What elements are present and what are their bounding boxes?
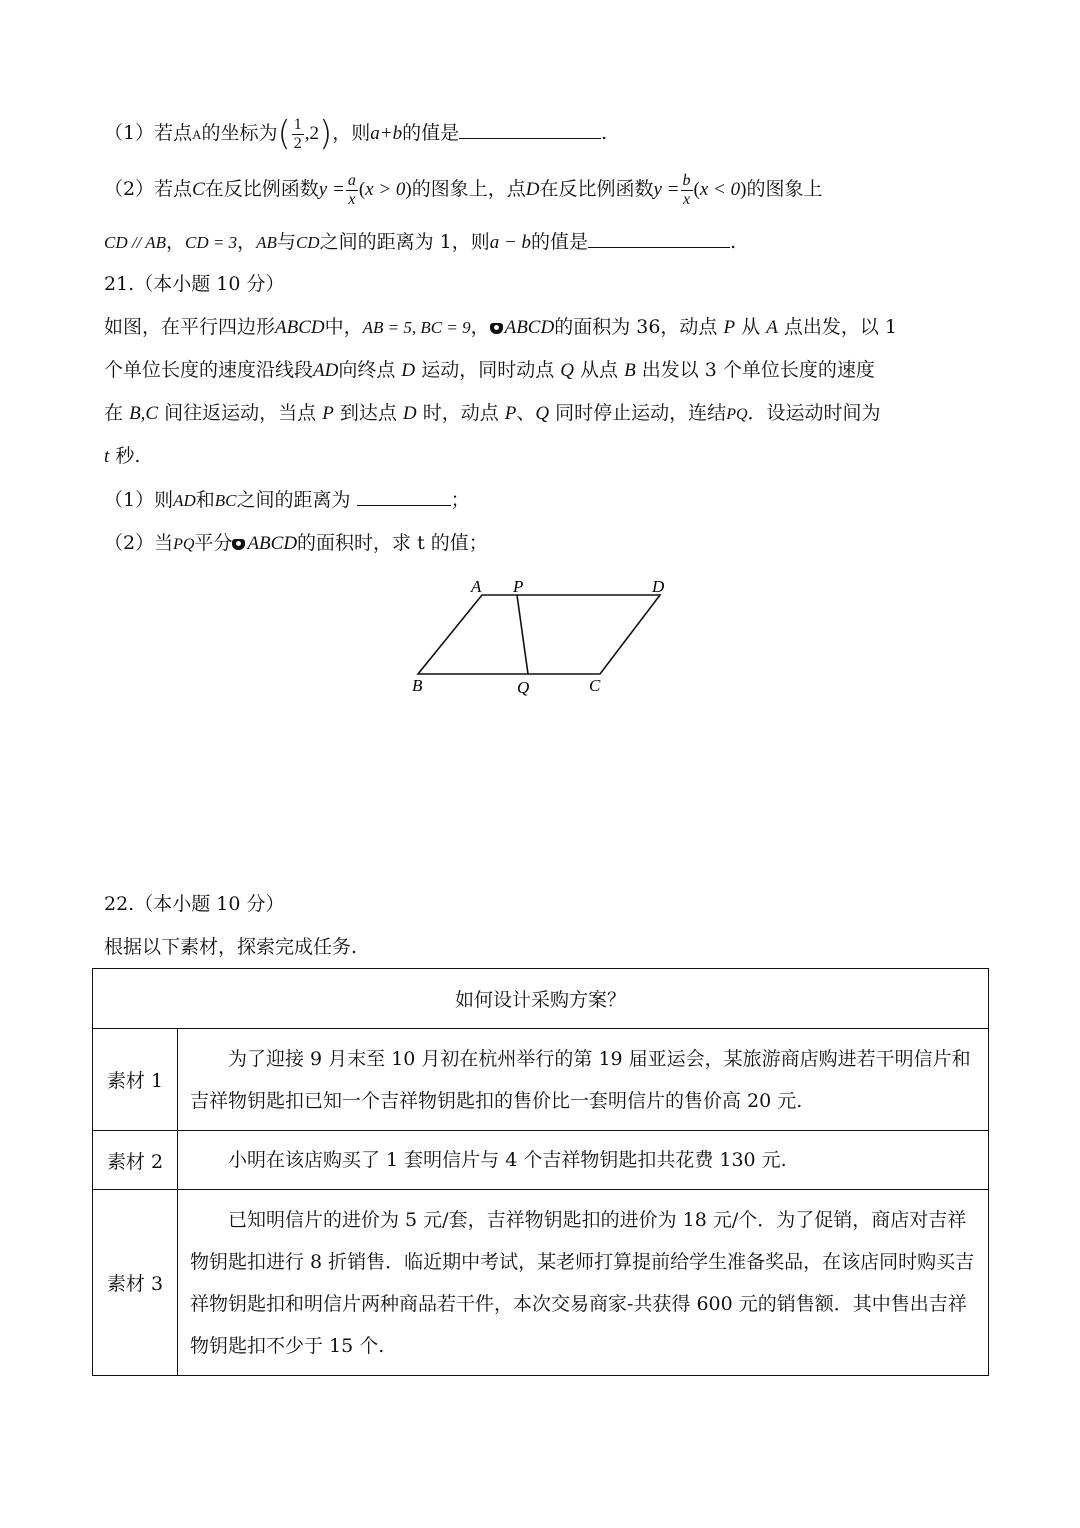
fraction-a-over-x: $\frac{a}{x}$ bbox=[347, 171, 356, 208]
q20-part2: （2）若点C在反比例函数y = $\frac{a}{x}$ (x > 0)的图象上，点D在反比例函数y = $\frac{b}{x}$ (x < 0)的图象上 bbox=[104, 171, 823, 208]
material-label: 素材 1 bbox=[93, 1029, 178, 1131]
table-row bbox=[93, 1131, 989, 1190]
fraction-b-over-x: $\frac{b}{x}$ bbox=[682, 171, 691, 208]
parallelogram-symbol-icon bbox=[490, 323, 503, 334]
q21-sub2: （2）当PQ平分 ABCD的面积时，求 t 的值； bbox=[104, 532, 488, 554]
q21-stem-line4: t 秒. bbox=[104, 445, 141, 467]
q22-header: 22.（本小题 10 分） bbox=[104, 893, 285, 915]
table-title: 如何设计采购方案？ bbox=[93, 969, 989, 1029]
answer-blank-q20-2[interactable] bbox=[588, 227, 730, 248]
label-a: A bbox=[471, 577, 482, 596]
q21-stem-line1: 如图，在平行四边形ABCD中，AB = 5, BC = 9， ABCD的面积为 36，动点 P 从 A 点出发，以 1 bbox=[104, 316, 897, 338]
parallelogram-abcd bbox=[418, 595, 660, 674]
material-label: 素材 3 bbox=[93, 1190, 178, 1376]
material-text: 已知明信片的进价为 5 元/套，吉祥物钥匙扣的进价为 18 元/个．为了促销，商店对吉祥物钥匙扣进行 8 折销售．临近期中考试，某老师打算提前给学生准备奖品，在该店同时购买吉祥物钥匙扣和明信片两种商品若干件，本次交易商家-共获得 600 元的销售额．其中售出吉祥物钥匙扣不少于 15 个. bbox=[178, 1190, 989, 1376]
fraction-one-half: $\frac{1}{2}$ bbox=[293, 115, 302, 152]
table-title-row bbox=[93, 969, 989, 1029]
parallelogram-diagram bbox=[400, 572, 680, 702]
parallelogram-symbol-icon bbox=[232, 539, 245, 550]
material-label: 素材 2 bbox=[93, 1131, 178, 1190]
table-row bbox=[93, 1190, 989, 1376]
label-b: B bbox=[412, 676, 423, 695]
answer-blank-q21-1[interactable] bbox=[357, 485, 451, 506]
q21-header: 21.（本小题 10 分） bbox=[104, 273, 285, 295]
label-q: Q bbox=[517, 678, 530, 697]
q20-part2-line2: CD // AB，CD = 3，AB与CD之间的距离为 1，则a − b的值是 . bbox=[104, 227, 736, 258]
q21-stem-line2: 个单位长度的速度沿线段AD向终点 D 运动，同时动点 Q 从点 B 出发以 3 个单位长度的速度 bbox=[104, 359, 875, 381]
table-row bbox=[93, 1029, 989, 1131]
answer-blank-q20-1[interactable] bbox=[459, 118, 601, 139]
material-text: 为了迎接 9 月末至 10 月初在杭州举行的第 19 届亚运会，某旅游商店购进若干明信片和吉祥物钥匙扣已知一个吉祥物钥匙扣的售价比一套明信片的售价高 20 元. bbox=[178, 1029, 989, 1131]
q20-part1: （1）若点A的坐标为( $\frac{1}{2}$ ,2)，则a+b的值是 . bbox=[104, 114, 608, 154]
q21-stem-line3: 在 B,C 间往返运动，当点 P 到达点 D 时，动点 P、Q 同时停止运动，连结PQ．设运动时间为 bbox=[104, 402, 881, 424]
label-p: P bbox=[513, 577, 524, 596]
label-c: C bbox=[589, 676, 601, 695]
materials-table bbox=[92, 968, 989, 1376]
material-text: 小明在该店购买了 1 套明信片与 4 个吉祥物钥匙扣共花费 130 元. bbox=[178, 1131, 989, 1190]
label-d: D bbox=[652, 577, 665, 596]
q22-intro: 根据以下素材，探索完成任务. bbox=[104, 936, 358, 958]
q21-sub1: （1）则AD和BC之间的距离为 ； bbox=[104, 485, 470, 516]
segment-pq bbox=[517, 595, 528, 674]
